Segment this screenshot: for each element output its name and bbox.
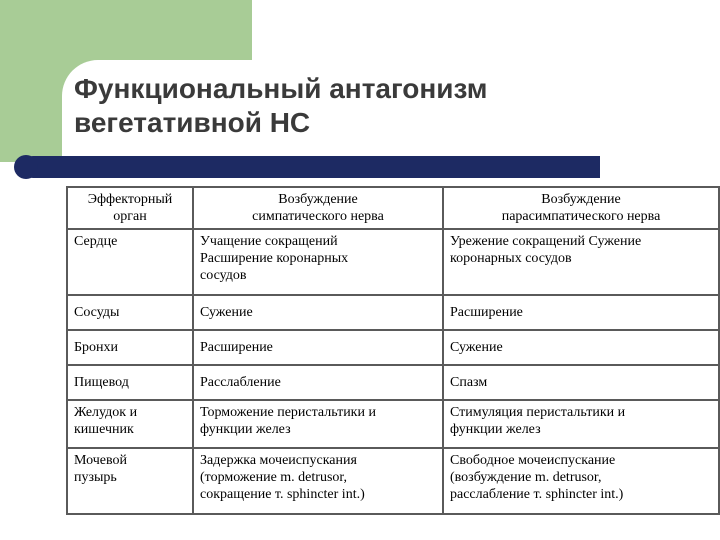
slide-title — [74, 72, 674, 140]
cell-organ — [67, 448, 193, 514]
cell-parasympathetic — [443, 330, 719, 365]
cell-line: пузырь — [74, 470, 117, 485]
cell-line: Торможение перистальтики и — [200, 405, 376, 420]
cell-line: Урежение сокращений Сужение — [450, 234, 642, 249]
cell-line: (возбуждение m. detrusor, — [450, 470, 602, 485]
cell-sympathetic — [193, 448, 443, 514]
cell-line: расслабление т. sphincter int.) — [450, 487, 624, 502]
cell-organ — [67, 400, 193, 448]
cell-line: Расширение — [200, 340, 273, 355]
cell-sympathetic — [193, 365, 443, 400]
cell-parasympathetic — [443, 400, 719, 448]
cell-line: Учащение сокращений — [200, 234, 338, 249]
cell-line: Желудок и — [74, 405, 138, 420]
antagonism-table — [66, 186, 720, 515]
cell-line: Сужение — [200, 305, 253, 320]
table-row-stomach — [67, 400, 719, 448]
cell-line: (торможение m. detrusor, — [200, 470, 347, 485]
header-organ — [67, 187, 193, 229]
header-organ-line: Эффекторный — [87, 192, 173, 207]
cell-line: Бронхи — [74, 340, 119, 355]
cell-organ — [67, 295, 193, 330]
cell-line: Пищевод — [74, 375, 129, 390]
cell-line: коронарных сосудов — [450, 251, 572, 266]
table-row-vessels — [67, 295, 719, 330]
cell-parasympathetic — [443, 229, 719, 295]
header-parasympathetic-line: парасимпатического нерва — [501, 209, 661, 224]
cell-parasympathetic — [443, 365, 719, 400]
table-row-esophagus — [67, 365, 719, 400]
cell-line: Стимуляция перистальтики и — [450, 405, 626, 420]
header-sympathetic-line: симпатического нерва — [252, 209, 384, 224]
cell-sympathetic — [193, 295, 443, 330]
header-parasympathetic-line: Возбуждение — [541, 192, 621, 207]
cell-line: Спазм — [450, 375, 488, 390]
table-row-bladder — [67, 448, 719, 514]
cell-sympathetic — [193, 330, 443, 365]
cell-line: Расширение коронарных — [200, 251, 349, 266]
cell-sympathetic — [193, 229, 443, 295]
title-line-2: вегетативной НС — [74, 107, 311, 138]
title-line-1: Функциональный антагонизм — [74, 73, 488, 104]
cell-line: Сосуды — [74, 305, 120, 320]
cell-parasympathetic — [443, 295, 719, 330]
title-divider-bar — [22, 156, 600, 178]
cell-line: Расширение — [450, 305, 523, 320]
header-organ-line: орган — [113, 209, 147, 224]
cell-line: сокращение т. sphincter int.) — [200, 487, 365, 502]
header-sympathetic — [193, 187, 443, 229]
header-sympathetic-line: Возбуждение — [278, 192, 358, 207]
table-row-heart — [67, 229, 719, 295]
cell-organ — [67, 365, 193, 400]
cell-line: функции желез — [450, 422, 541, 437]
table-body — [67, 187, 719, 514]
cell-organ — [67, 229, 193, 295]
title-divider-dot — [14, 155, 38, 179]
cell-line: Сужение — [450, 340, 503, 355]
cell-line: Свободное мочеиспускание — [450, 453, 616, 468]
cell-line: Сердце — [74, 234, 118, 249]
header-parasympathetic — [443, 187, 719, 229]
cell-line: функции желез — [200, 422, 291, 437]
cell-parasympathetic — [443, 448, 719, 514]
cell-line: сосудов — [200, 268, 247, 283]
table-header-row — [67, 187, 719, 229]
cell-sympathetic — [193, 400, 443, 448]
cell-line: Расслабление — [200, 375, 281, 390]
cell-line: кишечник — [74, 422, 134, 437]
cell-line: Задержка мочеиспускания — [200, 453, 357, 468]
table-row-bronchi — [67, 330, 719, 365]
cell-organ — [67, 330, 193, 365]
cell-line: Мочевой — [74, 453, 127, 468]
